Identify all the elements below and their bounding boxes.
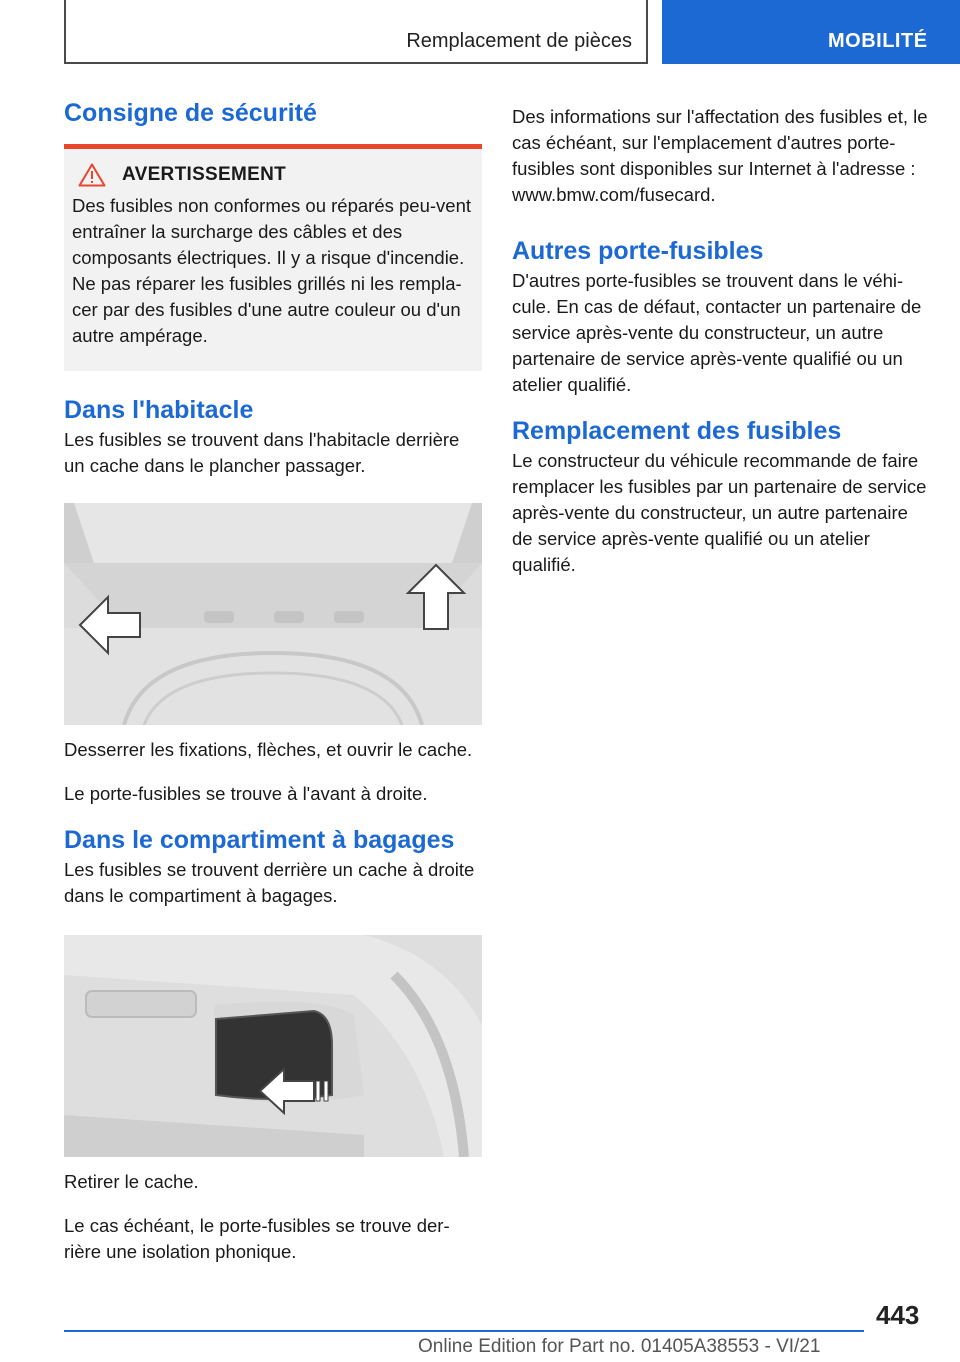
header-section-title: Remplacement de pièces — [406, 30, 632, 52]
other-holders-heading: Autres porte-fusibles — [512, 237, 764, 265]
header-chapter-label: MOBILITÉ — [828, 30, 928, 52]
cabin-caption-2: Le porte-fusibles se trouve à l'avant à droite. — [64, 783, 428, 804]
footer-rule — [64, 1330, 864, 1332]
other-holders-text: D'autres porte-fusibles se trouvent dans le véhi-cule. En cas de défaut, contacter un partenaire de service après-vente du constructeur, un autre partenaire de service après-vente qualifié ou un atelier qualifié. — [512, 270, 922, 395]
header-section-box — [64, 0, 648, 64]
footer-edition: Online Edition for Part no. 01405A38553 - VI/21 — [418, 1336, 821, 1357]
trunk-cover-photo — [64, 935, 482, 1157]
cabin-heading: Dans l'habitacle — [64, 396, 254, 424]
trunk-text: Les fusibles se trouvent derrière un cache à droite dans le compartiment à bagages. — [64, 859, 475, 906]
cabin-cover-photo — [64, 503, 482, 725]
trunk-caption-2: Le cas échéant, le porte-fusibles se trouve der-rière une isolation phonique. — [64, 1215, 450, 1262]
cabin-caption-1: Desserrer les fixations, flèches, et ouvrir le cache. — [64, 739, 473, 760]
replacement-text: Le constructeur du véhicule recommande de faire remplacer les fusibles par un partenaire de service après-vente du constructeur, un autre partenaire de service après-vente qualifié ou un atelier qualifié. — [512, 450, 927, 575]
trunk-heading: Dans le compartiment à bagages — [64, 826, 455, 854]
right-column — [512, 96, 930, 578]
left-column — [64, 96, 482, 1265]
page-number: 443 — [876, 1300, 920, 1330]
fusecard-intro-text: Des informations sur l'affectation des fusibles et, le cas échéant, sur l'emplacement d'autres porte-fusibles sont disponibles sur Internet à l'adresse : www.bmw.com/fusecard. — [512, 106, 928, 205]
warning-box — [64, 149, 482, 371]
header-chapter-tab[interactable] — [662, 0, 960, 64]
cabin-text: Les fusibles se trouvent dans l'habitacle derrière un cache dans le plancher passager. — [64, 429, 460, 476]
warning-title: AVERTISSEMENT — [122, 164, 287, 185]
warning-triangle-icon — [78, 163, 106, 187]
replacement-heading: Remplacement des fusibles — [512, 417, 842, 445]
safety-heading: Consigne de sécurité — [64, 99, 317, 127]
trunk-caption-1: Retirer le cache. — [64, 1171, 199, 1192]
warning-text: Des fusibles non conformes ou réparés peu-vent entraîner la surcharge des câbles et des composants électriques. Il y a risque d'incendie. Ne pas réparer les fusibles grillés ni les rempla-cer par des fusibles d'une autre couleur ou d'un autre ampérage. — [72, 195, 471, 346]
